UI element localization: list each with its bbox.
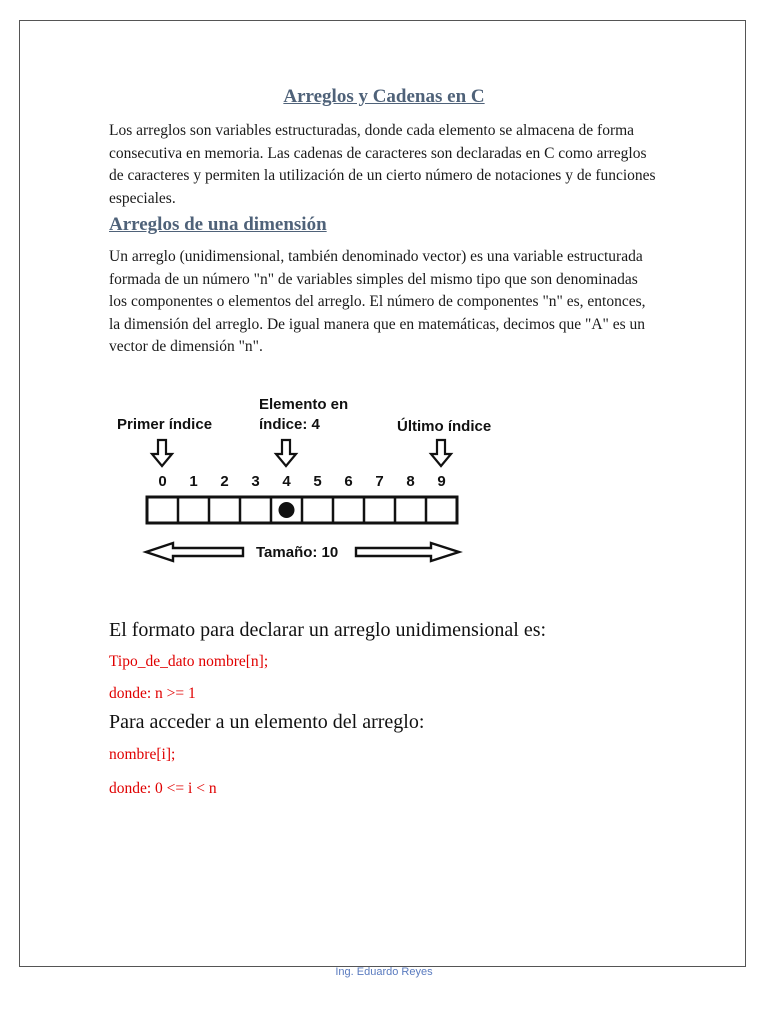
index-label-7: 7 xyxy=(375,473,384,490)
index-label-0: 0 xyxy=(158,473,167,490)
index-label-3: 3 xyxy=(251,473,260,490)
format-text: El formato para declarar un arreglo unidimensional es: xyxy=(109,619,547,641)
element-dot xyxy=(279,502,295,518)
first-index-label: Primer índice xyxy=(117,416,213,433)
intro-paragraph: Los arreglos son variables estructuradas, donde cada elemento se almacena de forma consecutiva en memoria. Las cadenas de caracteres son declaradas en C como arreglos de caracteres y permiten la utilización de un cierto número de notaciones y de funciones especiales. xyxy=(109,122,656,207)
element-label-line1: Elemento en xyxy=(259,396,349,413)
index-row xyxy=(158,473,445,490)
index-label-4: 4 xyxy=(282,473,291,490)
index-label-6: 6 xyxy=(344,473,353,490)
size-label: Tamaño: 10 xyxy=(256,544,339,561)
right-size-arrow-icon xyxy=(356,543,459,561)
last-index-arrow-icon xyxy=(431,440,451,466)
footer-author: Ing. Eduardo Reyes xyxy=(335,966,433,978)
array-cells xyxy=(147,497,457,523)
index-label-1: 1 xyxy=(189,473,198,490)
index-label-2: 2 xyxy=(220,473,229,490)
declaration-code: Tipo_de_dato nombre[n]; xyxy=(109,653,269,670)
left-size-arrow-icon xyxy=(146,543,243,561)
access-code: nombre[i]; xyxy=(109,746,176,763)
element-label-line2: índice: 4 xyxy=(259,416,320,433)
last-index-label: Último índice xyxy=(397,418,492,435)
section-heading: Arreglos de una dimensión xyxy=(109,214,327,235)
index-label-9: 9 xyxy=(437,473,446,490)
document-title: Arreglos y Cadenas en C xyxy=(283,86,485,107)
array-diagram xyxy=(109,388,509,573)
access-text: Para acceder a un elemento del arreglo: xyxy=(109,711,425,733)
index-label-5: 5 xyxy=(313,473,322,490)
section-paragraph: Un arreglo (unidimensional, también denominado vector) es una variable estructurada formada de un número "n" de variables simples del mismo tipo que son denominadas los componentes o elementos del arreglo. El número de componentes "n" es, entonces, la dimensión del arreglo. De igual manera que en matemáticas, decimos que "A" es un vector de dimensión "n". xyxy=(109,248,646,355)
declaration-condition: donde: n >= 1 xyxy=(109,685,196,702)
element-arrow-icon xyxy=(276,440,296,466)
access-condition: donde: 0 <= i < n xyxy=(109,780,217,797)
first-index-arrow-icon xyxy=(152,440,172,466)
index-label-8: 8 xyxy=(406,473,415,490)
